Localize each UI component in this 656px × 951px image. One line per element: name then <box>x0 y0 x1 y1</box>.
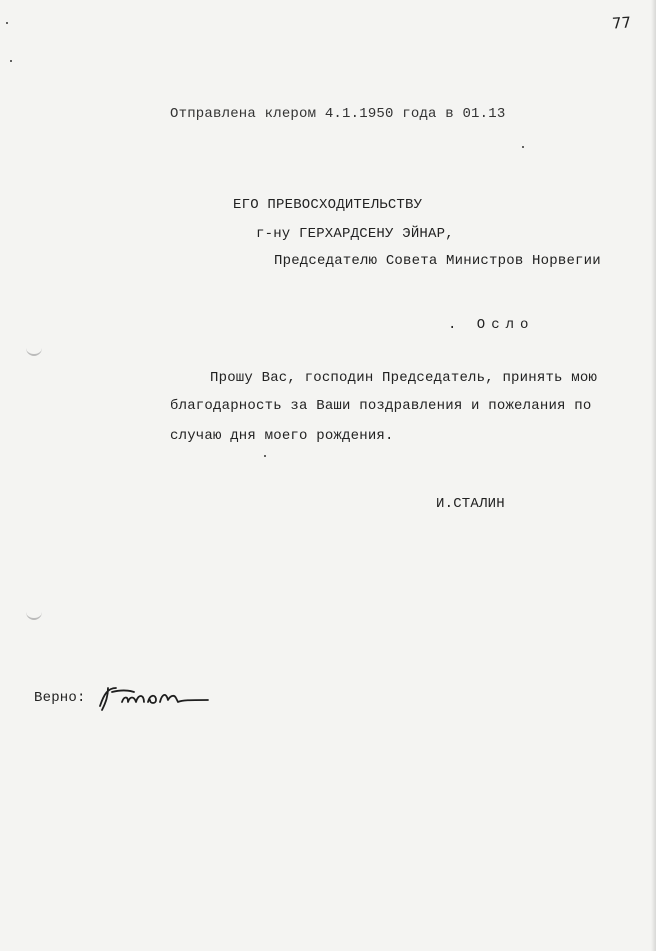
sent-note: Отправлена клером 4.1.1950 года в 01.13 <box>170 106 506 122</box>
city: . Осло <box>448 317 535 333</box>
addressee-position: Председателю Совета Министров Норвегии <box>274 253 601 269</box>
body-line-1: Прошу Вас, господин Председатель, принять мою <box>210 370 598 386</box>
addressee-name: г-ну ГЕРХАРДСЕНУ ЭЙНАР, <box>256 226 454 242</box>
punch-hole-mark <box>26 342 42 356</box>
body-line-2: благодарность за Ваши поздравления и пожелания по <box>170 398 592 414</box>
body-line-3: случаю дня моего рождения. <box>170 428 394 444</box>
signer-name: И.СТАЛИН <box>436 496 505 512</box>
page-number: 77 <box>611 13 632 33</box>
paper-speck <box>522 146 524 148</box>
paper-speck <box>10 60 12 62</box>
handwritten-signature <box>94 680 214 714</box>
paper-speck <box>264 455 266 457</box>
certification-label: Верно: <box>34 690 86 706</box>
punch-hole-mark <box>26 606 42 620</box>
page-edge-shadow <box>651 0 656 951</box>
paper-speck <box>6 22 8 24</box>
addressee-title: ЕГО ПРЕВОСХОДИТЕЛЬСТВУ <box>233 197 423 213</box>
